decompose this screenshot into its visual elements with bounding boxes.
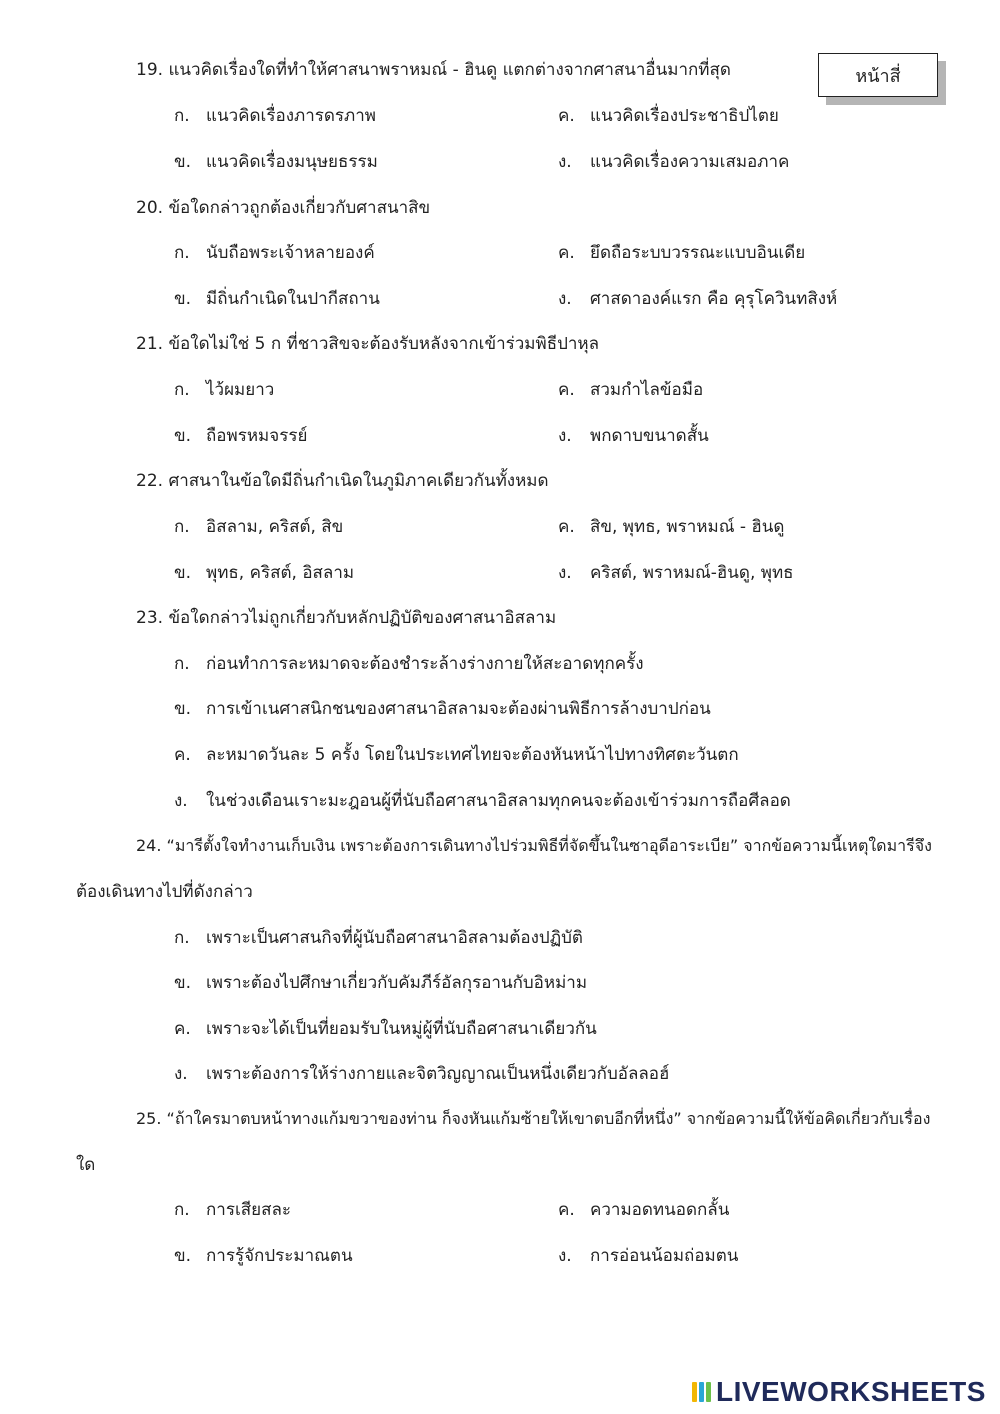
- option-text: เพราะต้องการให้ร่างกายและจิตวิญญาณเป็นหนึ่งเดียวกับอัลลอฮ์: [206, 1064, 670, 1084]
- option-text: ไว้ผมยาว: [206, 380, 275, 400]
- question-23: 23. ข้อใดกล่าวไม่ถูกเกี่ยวกับหลักปฏิบัติของศาสนาอิสลาม: [136, 608, 557, 628]
- q19-option-a[interactable]: [174, 104, 376, 128]
- q20-option-d[interactable]: [558, 287, 837, 311]
- option-letter: ง.: [558, 1246, 572, 1266]
- q21-option-a[interactable]: [174, 378, 274, 402]
- option-text: สิข, พุทธ, พราหมณ์ - ฮินดู: [590, 517, 785, 537]
- option-letter: ก.: [174, 243, 190, 263]
- option-letter: ข.: [174, 563, 192, 583]
- q22-option-d[interactable]: [558, 561, 794, 585]
- logo-bar-yellow: [692, 1382, 697, 1402]
- option-text: ศาสดาองค์แรก คือ คุรุโควินทสิงห์: [590, 289, 838, 309]
- option-text: แนวคิดเรื่องภารดรภาพ: [206, 106, 376, 126]
- q23-option-c[interactable]: [174, 743, 739, 767]
- page-label-text: หน้าสี่: [855, 65, 901, 87]
- option-text: การเข้าเนศาสนิกชนของศาสนาอิสลามจะต้องผ่านพิธีการล้างบาปก่อน: [206, 699, 711, 719]
- q20-option-c[interactable]: [558, 241, 805, 265]
- q24-option-c[interactable]: [174, 1017, 597, 1041]
- liveworksheets-logo-icon: [692, 1380, 712, 1404]
- question-24: 24. “มารีตั้งใจทำงานเก็บเงิน เพราะต้องการเดินทางไปร่วมพิธีที่จัดขึ้นในซาอุดีอาระเบีย” จากข้อความนี้เหตุใดมารีจึง: [136, 836, 932, 855]
- option-letter: ง.: [558, 289, 572, 309]
- option-letter: ง.: [558, 426, 572, 446]
- option-text: พกดาบขนาดสั้น: [590, 426, 709, 446]
- option-letter: ข.: [174, 289, 192, 309]
- option-letter: ค.: [558, 380, 575, 400]
- page-label: [818, 53, 938, 97]
- option-text: นับถือพระเจ้าหลายองค์: [206, 243, 375, 263]
- option-text: ในช่วงเดือนเราะมะฎอนผู้ที่นับถือศาสนาอิสลามทุกคนจะต้องเข้าร่วมการถือศีลอด: [206, 791, 791, 811]
- option-letter: ข.: [174, 699, 192, 719]
- option-text: การรู้จักประมาณตน: [206, 1246, 353, 1266]
- q23-option-a[interactable]: [174, 652, 644, 676]
- q25-option-b[interactable]: [174, 1244, 353, 1268]
- q22-option-c[interactable]: [558, 515, 784, 539]
- option-text: การเสียสละ: [206, 1200, 292, 1220]
- option-letter: ข.: [174, 426, 192, 446]
- q21-option-b[interactable]: [174, 424, 307, 448]
- option-letter: ข.: [174, 152, 192, 172]
- q25-option-a[interactable]: [174, 1198, 291, 1222]
- option-text: ยึดถือระบบวรรณะแบบอินเดีย: [590, 243, 806, 263]
- option-text: เพราะต้องไปศึกษาเกี่ยวกับคัมภีร์อัลกุรอานกับอิหม่าม: [206, 973, 588, 993]
- question-25: 25. “ถ้าใครมาตบหน้าทางแก้มขวาของท่าน ก็จงหันแก้มซ้ายให้เขาตบอีกที่หนึ่ง” จากข้อความนี้ให้ข้อคิดเกี่ยวกับเรื่อง: [136, 1109, 931, 1128]
- q22-option-a[interactable]: [174, 515, 343, 539]
- option-letter: ค.: [558, 1200, 575, 1220]
- option-letter: ง.: [174, 791, 188, 811]
- option-text: ละหมาดวันละ 5 ครั้ง โดยในประเทศไทยจะต้องหันหน้าไปทางทิศตะวันตก: [206, 745, 739, 765]
- q19-option-b[interactable]: [174, 150, 378, 174]
- option-letter: ง.: [174, 1064, 188, 1084]
- q20-option-b[interactable]: [174, 287, 380, 311]
- question-25-continued: ใด: [76, 1155, 96, 1175]
- logo-text: LIVEWORKSHEETS: [716, 1376, 986, 1407]
- option-text: การอ่อนน้อมถ่อมตน: [590, 1246, 739, 1266]
- q23-option-b[interactable]: [174, 697, 711, 721]
- option-text: พุทธ, คริสต์, อิสลาม: [206, 563, 355, 583]
- liveworksheets-logo[interactable]: [692, 1377, 986, 1407]
- option-letter: ข.: [174, 1246, 192, 1266]
- q25-option-c[interactable]: [558, 1198, 729, 1222]
- q21-option-c[interactable]: [558, 378, 703, 402]
- option-letter: ค.: [558, 243, 575, 263]
- q24-option-d[interactable]: [174, 1062, 669, 1086]
- logo-bar-blue: [699, 1382, 704, 1402]
- option-letter: ค.: [174, 1019, 191, 1039]
- option-letter: ก.: [174, 1200, 190, 1220]
- option-text: แนวคิดเรื่องมนุษยธรรม: [206, 152, 378, 172]
- option-letter: ค.: [558, 106, 575, 126]
- option-text: เพราะจะได้เป็นที่ยอมรับในหมู่ผู้ที่นับถือศาสนาเดียวกัน: [206, 1019, 597, 1039]
- option-text: มีถิ่นกำเนิดในปากีสถาน: [206, 289, 380, 309]
- q24-option-a[interactable]: [174, 926, 583, 950]
- q19-option-c[interactable]: [558, 104, 779, 128]
- option-letter: ง.: [558, 563, 572, 583]
- question-20: 20. ข้อใดกล่าวถูกต้องเกี่ยวกับศาสนาสิข: [136, 198, 431, 218]
- q24-option-b[interactable]: [174, 971, 587, 995]
- option-text: ความอดทนอดกลั้น: [590, 1200, 730, 1220]
- option-letter: ค.: [558, 517, 575, 537]
- q20-option-a[interactable]: [174, 241, 375, 265]
- option-text: คริสต์, พราหมณ์-ฮินดู, พุทธ: [590, 563, 794, 583]
- option-letter: ก.: [174, 654, 190, 674]
- option-letter: ก.: [174, 106, 190, 126]
- q22-option-b[interactable]: [174, 561, 354, 585]
- option-letter: ก.: [174, 928, 190, 948]
- q21-option-d[interactable]: [558, 424, 709, 448]
- option-letter: ค.: [174, 745, 191, 765]
- logo-bar-green: [706, 1382, 711, 1402]
- option-text: อิสลาม, คริสต์, สิข: [206, 517, 344, 537]
- q19-option-d[interactable]: [558, 150, 789, 174]
- option-letter: ง.: [558, 152, 572, 172]
- option-text: แนวคิดเรื่องประชาธิปไตย: [590, 106, 779, 126]
- option-text: เพราะเป็นศาสนกิจที่ผู้นับถือศาสนาอิสลามต้องปฏิบัติ: [206, 928, 583, 948]
- option-text: แนวคิดเรื่องความเสมอภาค: [590, 152, 790, 172]
- option-text: ถือพรหมจรรย์: [206, 426, 308, 446]
- option-letter: ข.: [174, 973, 192, 993]
- option-letter: ก.: [174, 517, 190, 537]
- question-19: 19. แนวคิดเรื่องใดที่ทำให้ศาสนาพราหมณ์ - ฮินดู แตกต่างจากศาสนาอื่นมากที่สุด: [136, 60, 731, 80]
- option-text: ก่อนทำการละหมาดจะต้องชำระล้างร่างกายให้สะอาดทุกครั้ง: [206, 654, 644, 674]
- question-22: 22. ศาสนาในข้อใดมีถิ่นกำเนิดในภูมิภาคเดียวกันทั้งหมด: [136, 471, 549, 491]
- option-text: สวมกำไลข้อมือ: [590, 380, 704, 400]
- q23-option-d[interactable]: [174, 789, 791, 813]
- q25-option-d[interactable]: [558, 1244, 738, 1268]
- question-21: 21. ข้อใดไม่ใช่ 5 ก ที่ชาวสิขจะต้องรับหลังจากเข้าร่วมพิธีปาหุล: [136, 334, 600, 354]
- option-letter: ก.: [174, 380, 190, 400]
- question-24-continued: ต้องเดินทางไปที่ดังกล่าว: [76, 882, 253, 902]
